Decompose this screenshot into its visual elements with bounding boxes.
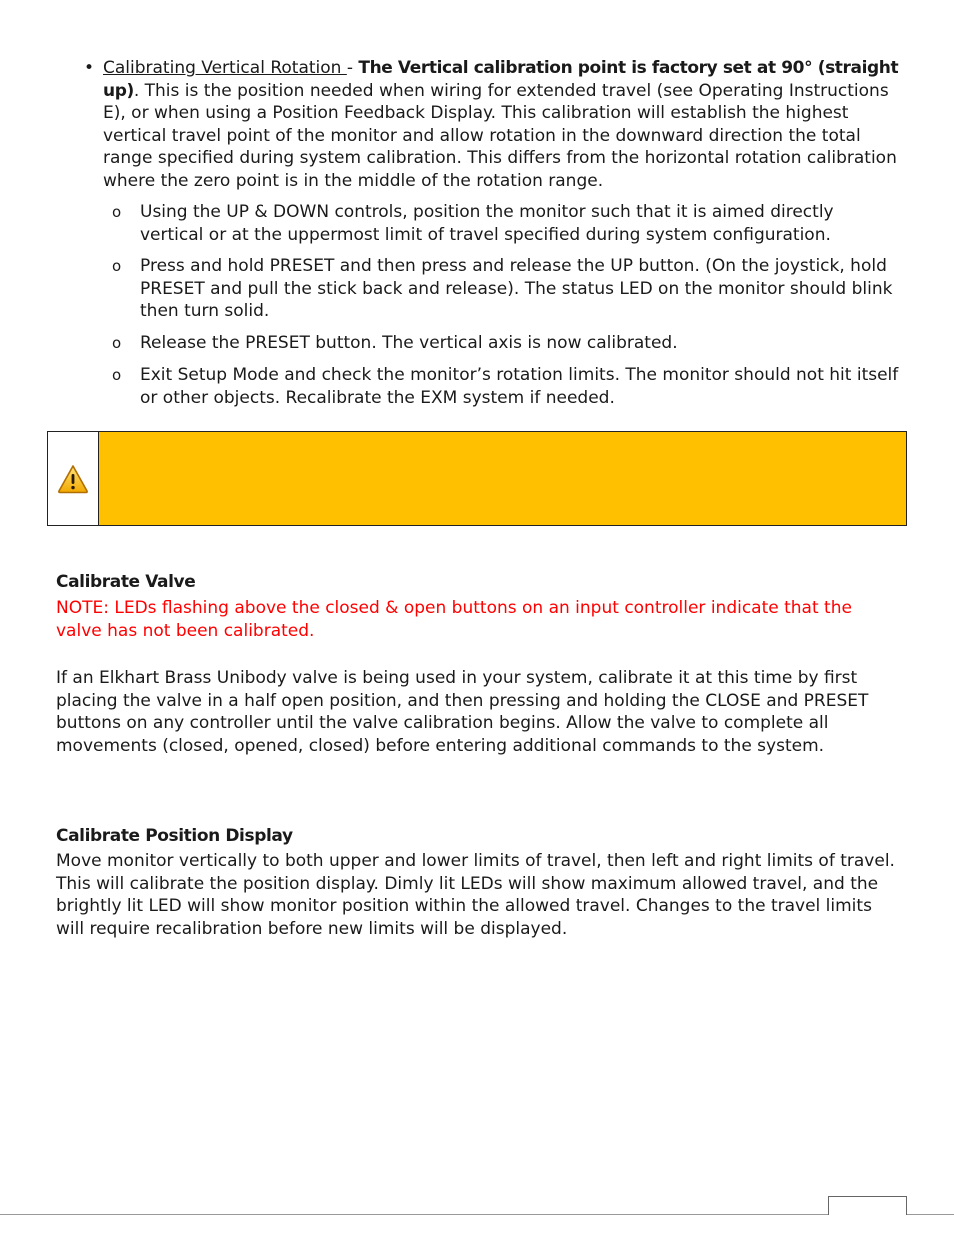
position-display-instructions: Move monitor vertically to both upper and lower limits of travel, then left and right limits of travel. This will calibrate the position display. Dimly lit LEDs will show maximum allowed travel, and the brightly lit LED will show monitor position within the allowed travel. Changes to the travel limits will require recalibration before new limits will be displayed. [56,851,895,939]
vertical-calibration-section [84,57,904,192]
title-dash: - [346,58,359,78]
valve-instructions: If an Elkhart Brass Unibody valve is being used in your system, calibrate it at this time by first placing the valve in a half open position, and then pressing and holding the CLOSE and PRESET buttons on any controller until the valve calibration begins. Allow the valve to complete all movements (closed, opened, closed) before entering additional commands to the system. [56,668,869,756]
vertical-calibration-paragraph [103,57,904,192]
factory-set-emphasis: The Vertical calibration point is factory set at 90° (straight up) [103,58,899,101]
footer-rule [0,1214,954,1215]
bullet-marker: • [84,58,95,78]
warning-triangle-icon [57,464,89,494]
calibrate-position-display-heading: Calibrate Position Display [56,826,293,846]
sub-bullet-marker: o [112,257,122,275]
step-item [112,332,902,355]
step-text: Press and hold PRESET and then press and release the UP button. (On the joystick, hold PRESET and pull the stick back and release). The status LED on the monitor should blink then turn solid. [140,256,893,321]
valve-note: NOTE: LEDs flashing above the closed & open buttons on an input controller indicate that the valve has not been calibrated. [56,598,852,641]
sub-bullet-marker: o [112,203,122,221]
step-text: Release the PRESET button. The vertical axis is now calibrated. [140,333,678,353]
step-text: Exit Setup Mode and check the monitor’s rotation limits. The monitor should not hit itself or other objects. Recalibrate the EXM system if needed. [140,365,899,408]
vertical-calibration-description: . This is the position needed when wiring for extended travel (see Operating Instructions E), or when using a Position Feedback Display. This calibration will establish the highest vertical travel point of the monitor and allow rotation in the downward direction the total range specified during system calibration. This differs from the horizontal rotation calibration where the zero point is in the middle of the rotation range. [103,80,897,191]
sub-bullet-marker: o [112,366,122,384]
warning-content [99,432,906,525]
calibrate-valve-heading: Calibrate Valve [56,572,196,592]
step-text: Using the UP & DOWN controls, position the monitor such that it is aimed directly vertical or at the uppermost limit of travel specified during system configuration. [140,202,834,245]
sub-bullet-marker: o [112,334,122,352]
step-item [112,201,902,246]
warning-box [47,431,907,526]
step-item [112,364,902,409]
step-item [112,255,902,323]
warning-icon-cell [48,432,99,525]
page-number-box [828,1196,907,1215]
vertical-calibration-title: Calibrating Vertical Rotation [103,58,347,78]
